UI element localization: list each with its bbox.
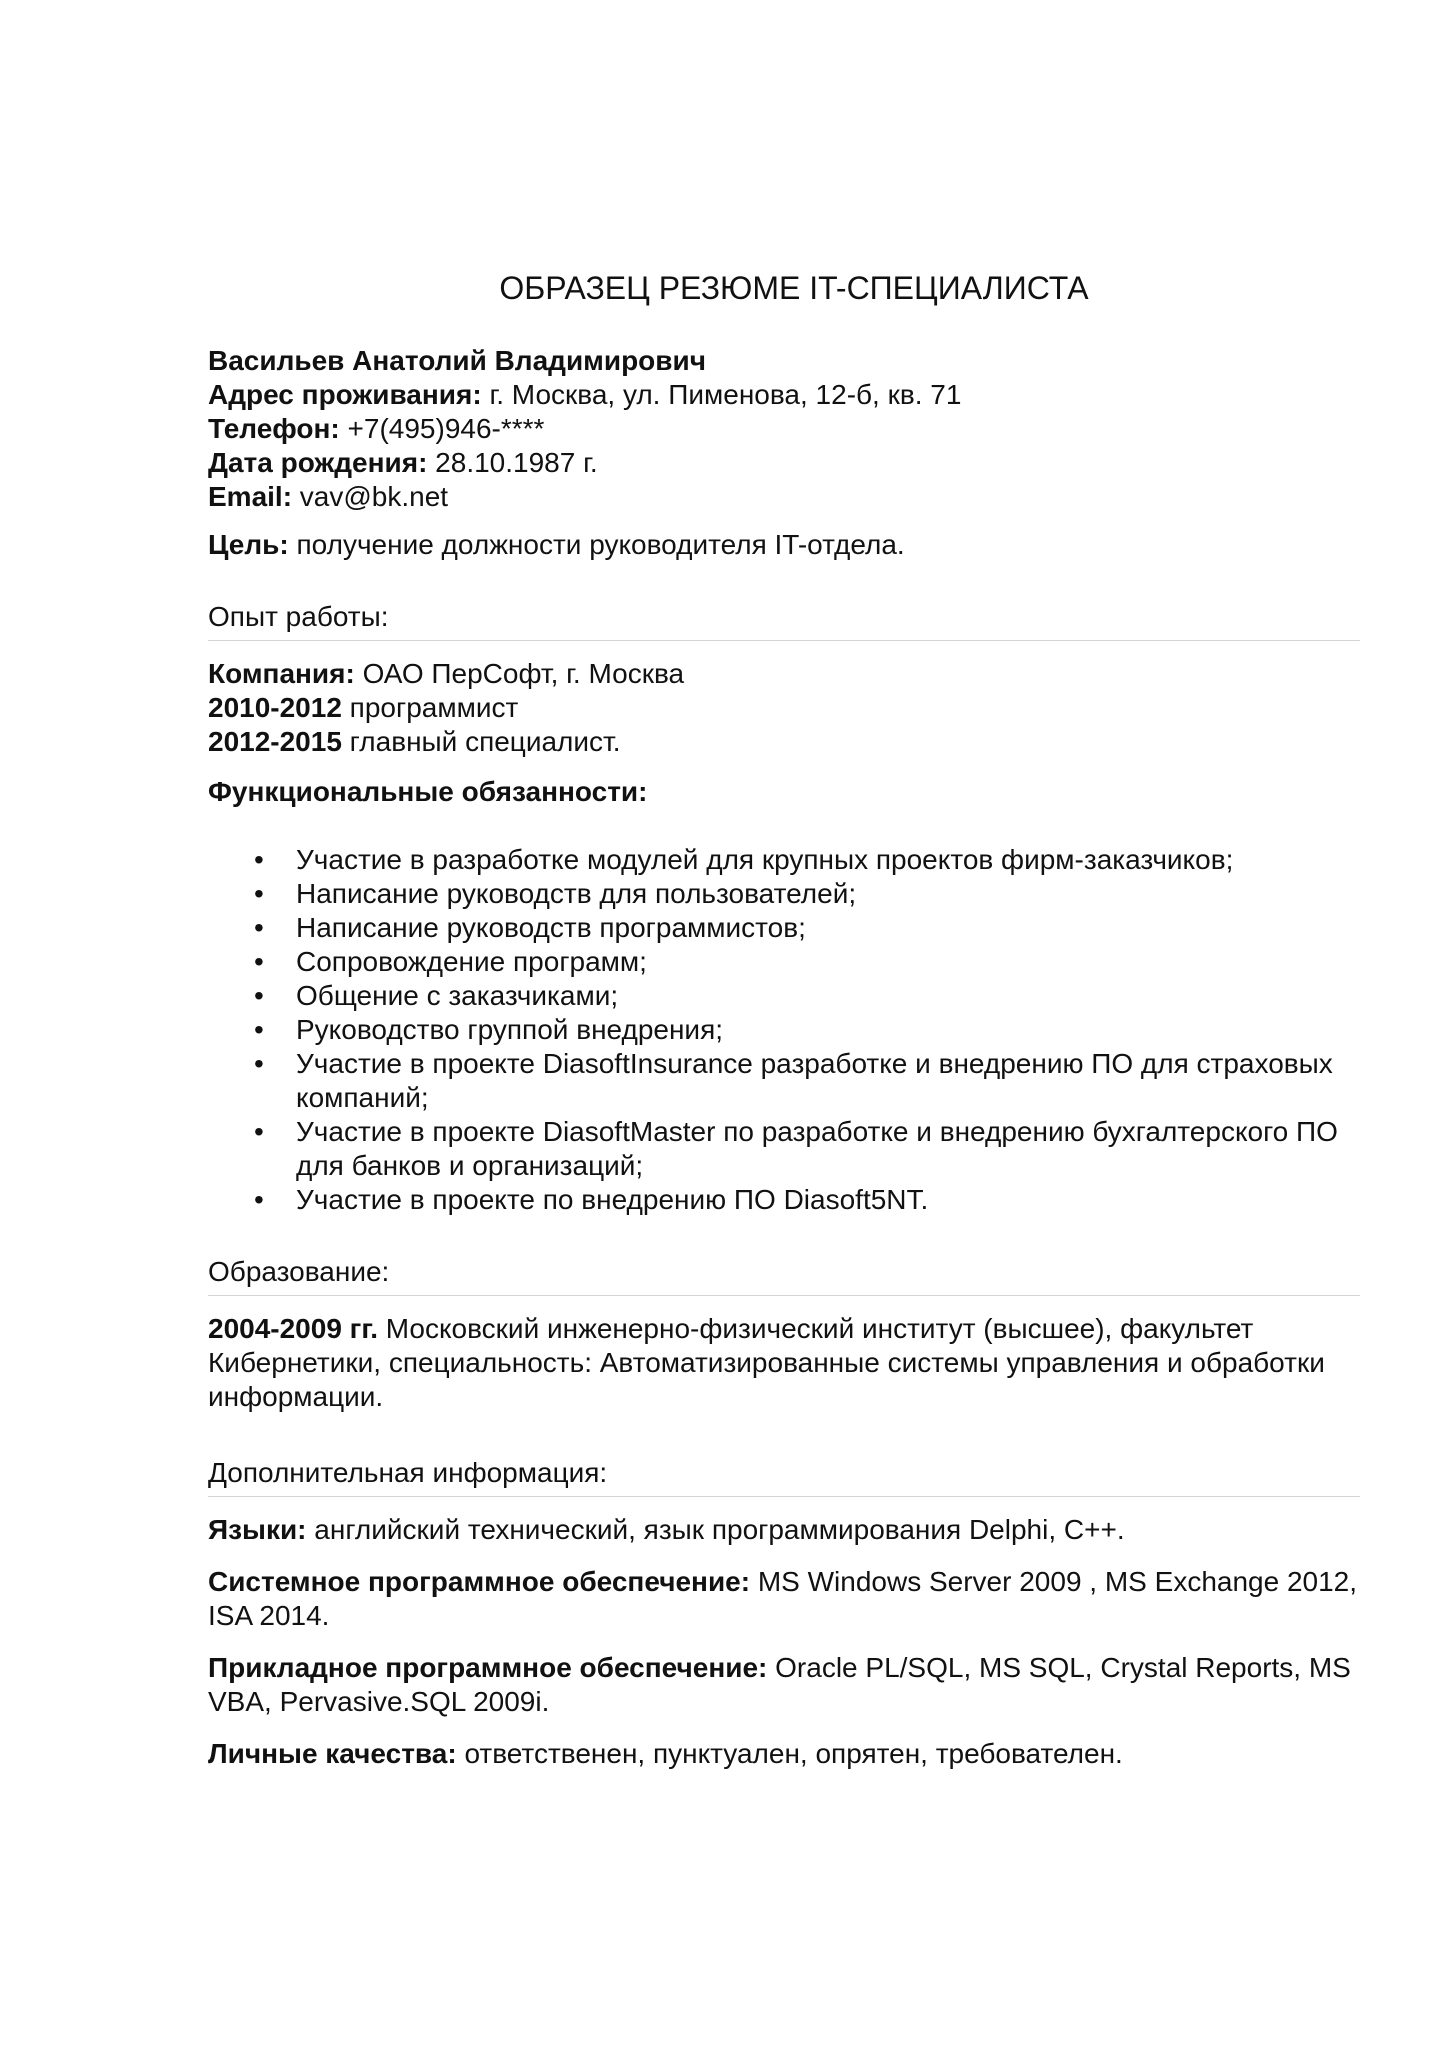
- duty-text: Руководство группой внедрения;: [296, 1014, 724, 1045]
- education-years: 2004-2009 гг.: [208, 1313, 378, 1344]
- bullet-icon: •: [254, 1116, 264, 1147]
- goal-line: [208, 528, 1360, 562]
- goal-label: Цель:: [208, 529, 289, 560]
- duty-text: Участие в проекте по внедрению ПО Diasoft5NT.: [296, 1184, 929, 1215]
- duty-text: Сопровождение программ;: [296, 946, 647, 977]
- additional-info-heading: Дополнительная информация:: [208, 1456, 1360, 1497]
- duty-item: [208, 1047, 1360, 1115]
- goal-value: получение должности руководителя IT-отдела.: [288, 529, 905, 560]
- education-entry: [208, 1312, 1360, 1414]
- application-software-label: Прикладное программное обеспечение:: [208, 1652, 768, 1683]
- duty-item: [208, 911, 1360, 945]
- experience-block: [208, 657, 1360, 759]
- address-value: г. Москва, ул. Пименова, 12-б, кв. 71: [481, 379, 962, 410]
- application-software-line: [208, 1651, 1360, 1719]
- languages-value: английский технический, язык программирования Delphi, С++.: [306, 1514, 1125, 1545]
- application-software-value: Oracle PL/SQL, MS SQL, Crystal Reports, MS VBA, Pervasive.SQL 2009i.: [208, 1652, 1351, 1717]
- duty-text: Написание руководств программистов;: [296, 912, 806, 943]
- duty-text: Участие в проекте DiasoftMaster по разработке и внедрению бухгалтерского ПО для банков и организаций;: [296, 1116, 1338, 1181]
- bullet-icon: •: [254, 912, 264, 943]
- bullet-icon: •: [254, 980, 264, 1011]
- birth-date-label: Дата рождения:: [208, 447, 428, 478]
- duty-text: Участие в разработке модулей для крупных проектов фирм-заказчиков;: [296, 844, 1234, 875]
- phone-value: +7(495)946-****: [339, 413, 545, 444]
- bullet-icon: •: [254, 878, 264, 909]
- languages-line: [208, 1513, 1360, 1547]
- company-line: [208, 657, 1360, 691]
- duties-heading: Функциональные обязанности:: [208, 776, 648, 807]
- address-label: Адрес проживания:: [208, 379, 482, 410]
- duty-item: [208, 843, 1360, 877]
- bullet-icon: •: [254, 1014, 264, 1045]
- company-label: Компания:: [208, 658, 355, 689]
- bullet-icon: •: [254, 844, 264, 875]
- duty-item: [208, 1115, 1360, 1183]
- email-value: vav@bk.net: [292, 481, 449, 512]
- education-text: Московский инженерно-физический институт (высшее), факультет Кибернетики, специальность: Автоматизированные системы управления и обработки информации.: [208, 1313, 1325, 1412]
- email-label: Email:: [208, 481, 293, 512]
- personal-qualities-label: Личные качества:: [208, 1738, 457, 1769]
- birth-date-value: 28.10.1987 г.: [427, 447, 598, 478]
- duty-item: [208, 877, 1360, 911]
- address-line: [208, 378, 1360, 412]
- duty-item: [208, 1013, 1360, 1047]
- duty-text: Написание руководств для пользователей;: [296, 878, 857, 909]
- personal-qualities-value: ответственен, пунктуален, опрятен, требователен.: [456, 1738, 1123, 1769]
- languages-label: Языки:: [208, 1514, 307, 1545]
- bullet-icon: •: [254, 1048, 264, 1079]
- experience-heading: Опыт работы:: [208, 600, 1360, 641]
- period-years: 2012-2015: [208, 726, 342, 757]
- education-heading: Образование:: [208, 1255, 1360, 1296]
- system-software-value: MS Windows Server 2009 , MS Exchange 2012, ISA 2014.: [208, 1566, 1358, 1631]
- full-name: Васильев Анатолий Владимирович: [208, 345, 706, 376]
- duties-list: [208, 843, 1360, 1217]
- phone-label: Телефон:: [208, 413, 340, 444]
- period-years: 2010-2012: [208, 692, 342, 723]
- duty-item: [208, 979, 1360, 1013]
- phone-line: [208, 412, 1360, 446]
- period-line: [208, 691, 1360, 725]
- document-title: ОБРАЗЕЦ РЕЗЮМЕ IT-СПЕЦИАЛИСТА: [499, 270, 1089, 306]
- duty-item: [208, 945, 1360, 979]
- system-software-line: [208, 1565, 1360, 1633]
- bullet-icon: •: [254, 1184, 264, 1215]
- personal-info: [208, 344, 1360, 514]
- personal-qualities-line: [208, 1737, 1360, 1771]
- duty-item: [208, 1183, 1360, 1217]
- duty-text: Общение с заказчиками;: [296, 980, 619, 1011]
- duty-text: Участие в проекте DiasoftInsurance разработке и внедрению ПО для страховых компаний;: [296, 1048, 1333, 1113]
- company-value: ОАО ПерСофт, г. Москва: [354, 658, 685, 689]
- period-role: программист: [341, 692, 519, 723]
- birth-date-line: [208, 446, 1360, 480]
- period-role: главный специалист.: [341, 726, 621, 757]
- resume-content: [208, 268, 1360, 1771]
- bullet-icon: •: [254, 946, 264, 977]
- email-line: [208, 480, 1360, 514]
- system-software-label: Системное программное обеспечение:: [208, 1566, 751, 1597]
- period-line: [208, 725, 1360, 759]
